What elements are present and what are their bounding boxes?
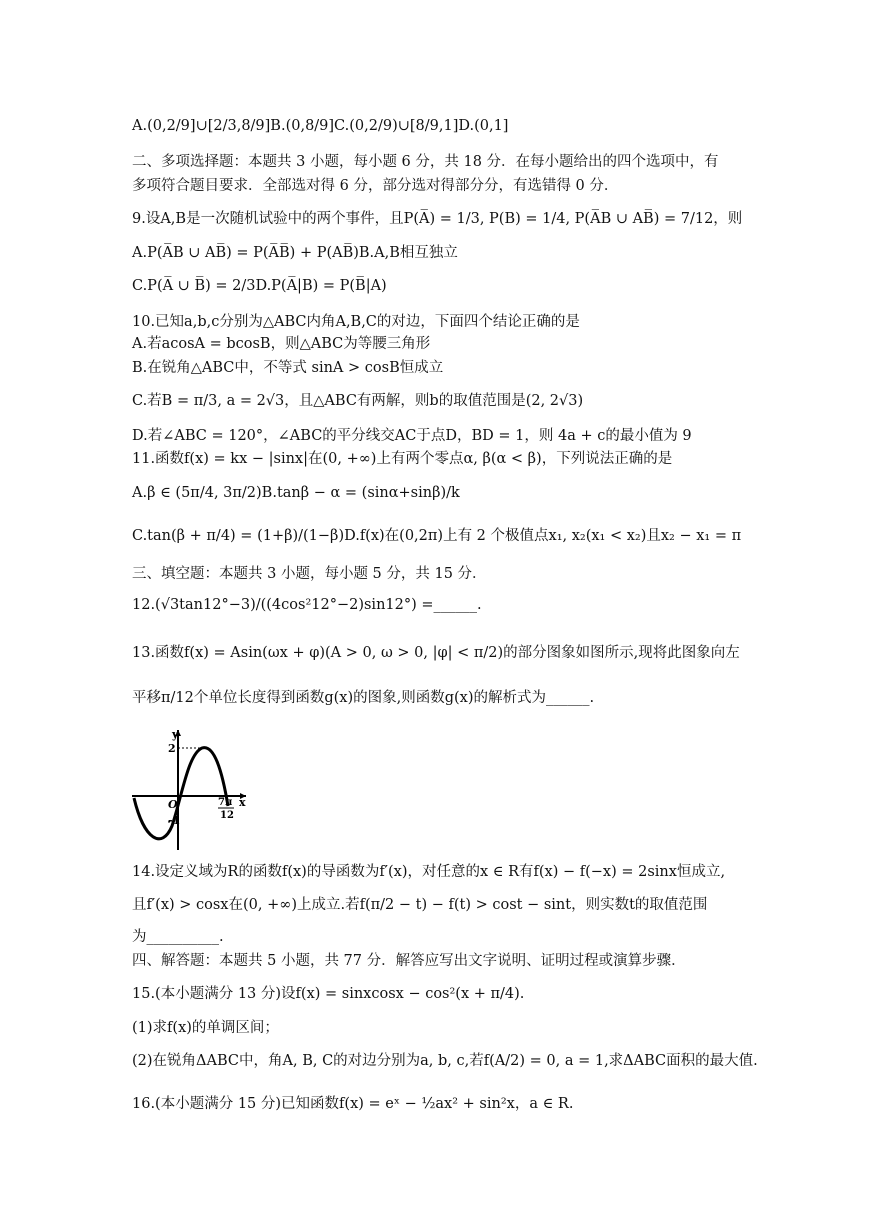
line-13: A.β ∈ (5π/4, 3π/2)B.tanβ − α = (sinα+sinβ)/k [132,485,460,501]
line-18: 平移π/12个单位长度得到函数g(x)的图象,则函数g(x)的解析式为______. [132,690,595,706]
line-7: 10.已知a,b,c分别为△ABC内角A,B,C的对边，下面四个结论正确的是 [132,314,580,330]
line-8: A.若acosA = bcosB，则△ABC为等腰三角形 [132,336,431,352]
line-4: 9.设A,B是一次随机试验中的两个事件，且P(A̅) = 1/3, P(B) = 1/4, P(A̅B ∪ AB̅) = 7/12，则 [132,211,743,227]
line-23: 15.(本小题满分 13 分)设f(x) = sinxcosx − cos²(x + π/4). [132,986,525,1002]
line-6: C.P(A̅ ∪ B̅) = 2/3D.P(A̅|B) = P(B̅|A) [132,278,387,294]
line-21: 为__________. [132,929,224,945]
line-20: 且f′(x) > cosx在(0, +∞)上成立.若f(π/2 − t) − f(t) > cost − sint，则实数t的取值范围 [132,897,708,913]
line-15: 三、填空题：本题共 3 小题，每小题 5 分，共 15 分． [132,566,487,582]
x-axis-label: x [239,796,246,809]
line-2: 二、多项选择题：本题共 3 小题，每小题 6 分，共 18 分．在每小题给出的四个选项中，有 [132,154,719,170]
line-9: B.在锐角△ABC中，不等式 sinA > cosB恒成立 [132,360,444,376]
line-14: C.tan(β + π/4) = (1+β)/(1−β)D.f(x)在(0,2π)上有 2 个极值点x₁, x₂(x₁ < x₂)且x₂ − x₁ = π [132,528,742,544]
min-value-label: -1 [168,814,181,827]
line-11: D.若∠ABC = 120°，∠ABC的平分线交AC于点D，BD = 1，则 4a + c的最小值为 9 [132,428,692,444]
sine-curve [134,748,228,839]
line-5: A.P(A̅B ∪ AB̅) = P(A̅B̅) + P(AB̅)B.A,B相互独立 [132,245,458,261]
line-19: 14.设定义域为R的函数f(x)的导函数为f′(x)，对任意的x ∈ R有f(x) − f(−x) = 2sinx恒成立, [132,864,726,880]
line-1: A.(0,2/9]∪[2/3,8/9]B.(0,8/9]C.(0,2/9)∪[8/9,1]D.(0,1] [132,118,509,134]
origin-label: O [168,798,178,811]
x-tick-numerator: 7π [218,797,233,808]
line-26: 16.(本小题满分 15 分)已知函数f(x) = eˣ − ½ax² + sin²x，a ∈ R. [132,1096,574,1112]
line-16: 12.(√3tan12°−3)/((4cos²12°−2)sin12°) =______. [132,597,482,613]
max-value-label: 2 [168,742,176,755]
line-24: (1)求f(x)的单调区间； [132,1020,279,1036]
line-22: 四、解答题：本题共 5 小题，共 77 分．解答应写出文字说明、证明过程或演算步骤． [132,953,686,969]
line-12: 11.函数f(x) = kx − |sinx|在(0, +∞)上有两个零点α, β(α < β)，下列说法正确的是 [132,451,673,467]
line-10: C.若B = π/3, a = 2√3，且△ABC有两解，则b的取值范围是(2, 2√3) [132,393,584,409]
line-3: 多项符合题目要求．全部选对得 6 分，部分选对得部分分，有选错得 0 分． [132,178,619,194]
x-tick-denominator: 12 [220,810,234,821]
line-17: 13.函数f(x) = Asin(ωx + φ)(A > 0, ω > 0, |φ| < π/2)的部分图象如图所示,现将此图象向左 [132,645,740,661]
line-25: (2)在锐角ΔABC中，角A, B, C的对边分别为a, b, c,若f(A/2) = 0, a = 1,求ΔABC面积的最大值. [132,1053,758,1069]
y-axis-label: y [172,728,179,741]
function-graph [132,726,248,852]
